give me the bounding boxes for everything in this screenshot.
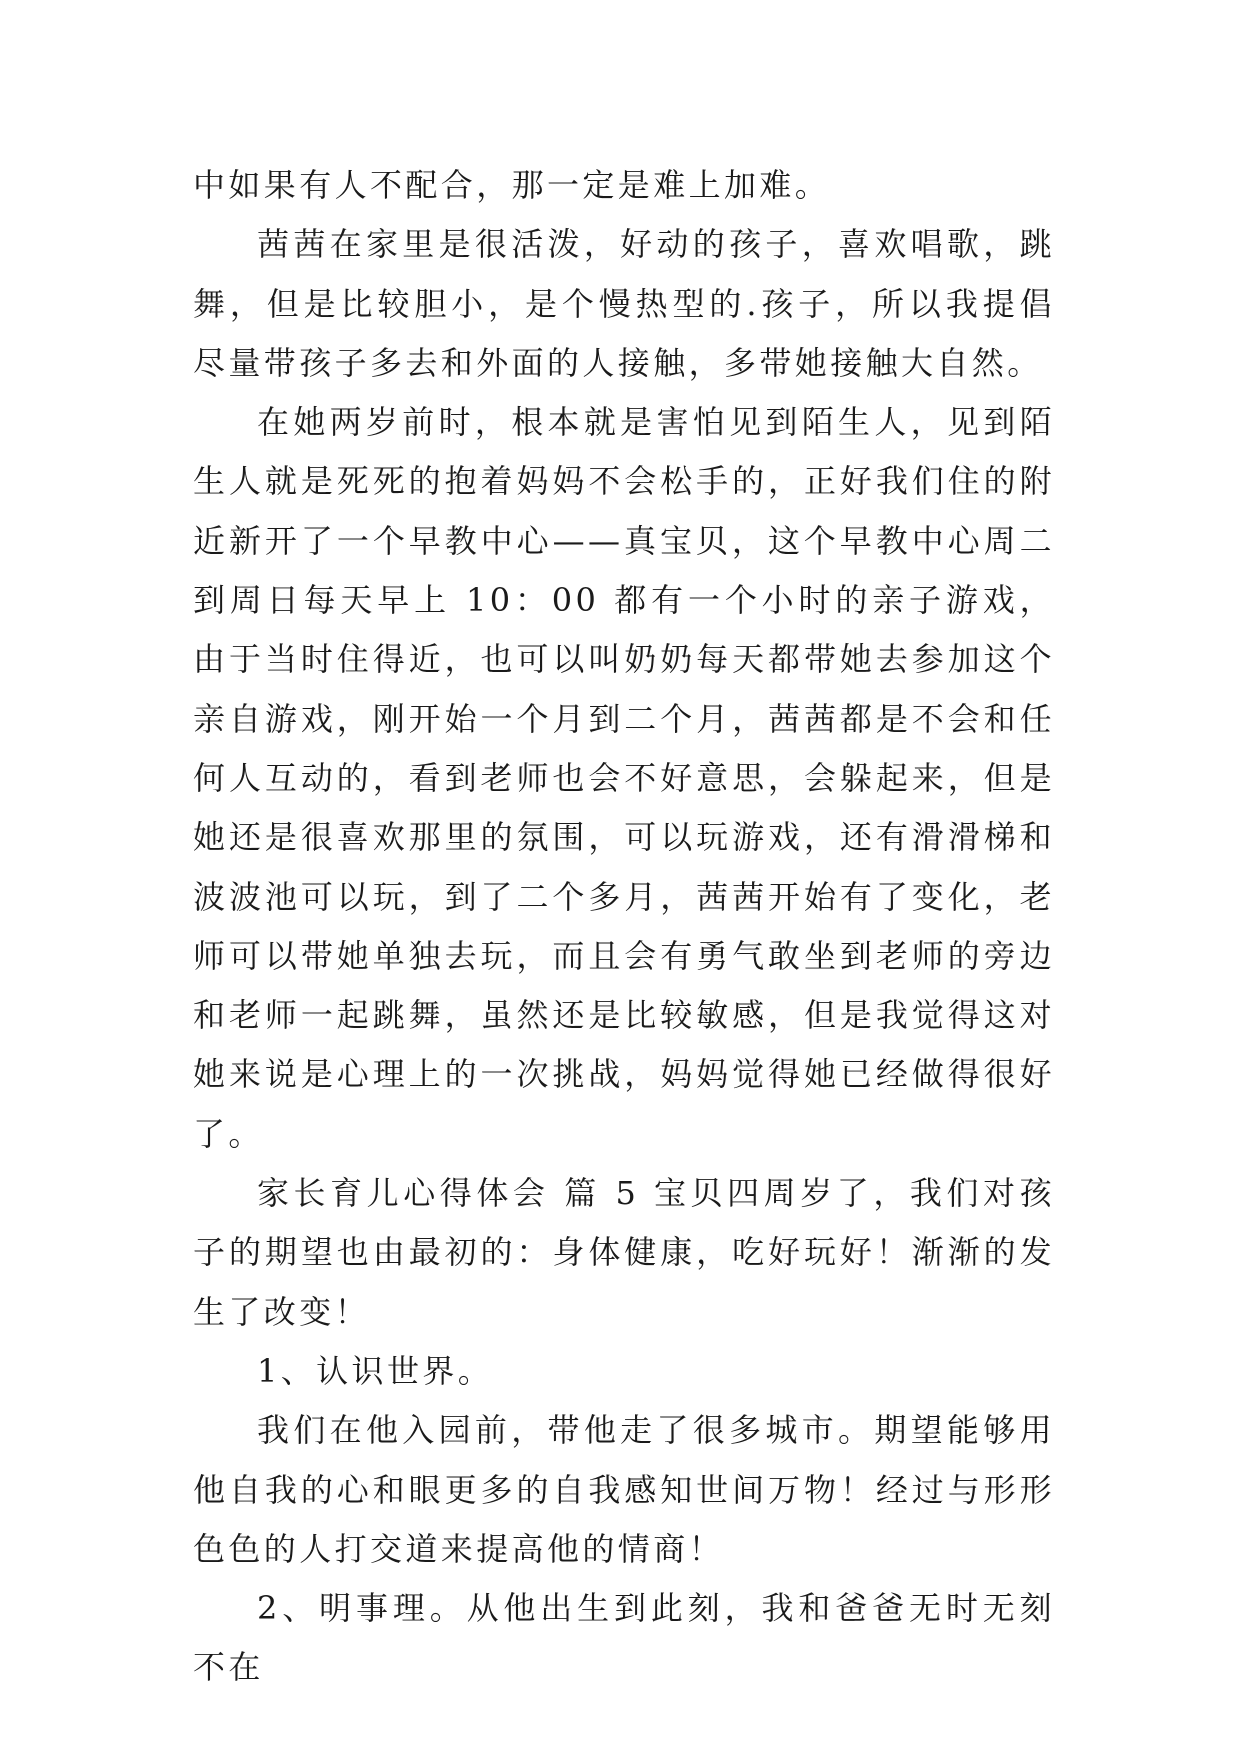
paragraph-continuation: 中如果有人不配合，那一定是难上加难。 <box>193 166 831 204</box>
paragraph-personality: 茜茜在家里是很活泼，好动的孩子，喜欢唱歌，跳舞，但是比较胆小，是个慢热型的.孩子，所以我提倡尽量带孩子多去和外面的人接触，多带她接触大自然。 <box>193 225 1055 382</box>
paragraph-item-1-body: 我们在他入园前，带他走了很多城市。期望能够用他自我的心和眼更多的自我感知世间万物！经过与形形色色的人打交道来提高他的情商！ <box>193 1411 1055 1568</box>
paragraph-early-education: 在她两岁前时，根本就是害怕见到陌生人，见到陌生人就是死死的抱着妈妈不会松手的，正好我们住的附近新开了一个早教中心——真宝贝，这个早教中心周二到周日每天早上 10：00 都有一个小时的亲子游戏，由于当时住得近，也可以叫奶奶每天都带她去参加这个亲自游戏，刚开始一个月到二个月，茜茜都是不会和任何人互动的，看到老师也会不好意思，会躲起来，但是她还是很喜欢那里的氛围，可以玩游戏，还有滑滑梯和波波池可以玩，到了二个多月，茜茜开始有了变化，老师可以带她单独去玩，而且会有勇气敢坐到老师的旁边和老师一起跳舞，虽然还是比较敏感，但是我觉得这对她来说是心理上的一次挑战，妈妈觉得她已经做得很好了。 <box>193 403 1055 1153</box>
document-body <box>193 156 1055 1698</box>
paragraph-section-5-intro: 家长育儿心得体会 篇 5 宝贝四周岁了，我们对孩子的期望也由最初的：身体健康，吃好玩好！渐渐的发生了改变！ <box>193 1174 1055 1331</box>
paragraph-item-1-heading: 1、认识世界。 <box>257 1351 494 1390</box>
paragraph-item-2: 2、明事理。从他出生到此刻，我和爸爸无时无刻不在 <box>193 1589 1055 1687</box>
